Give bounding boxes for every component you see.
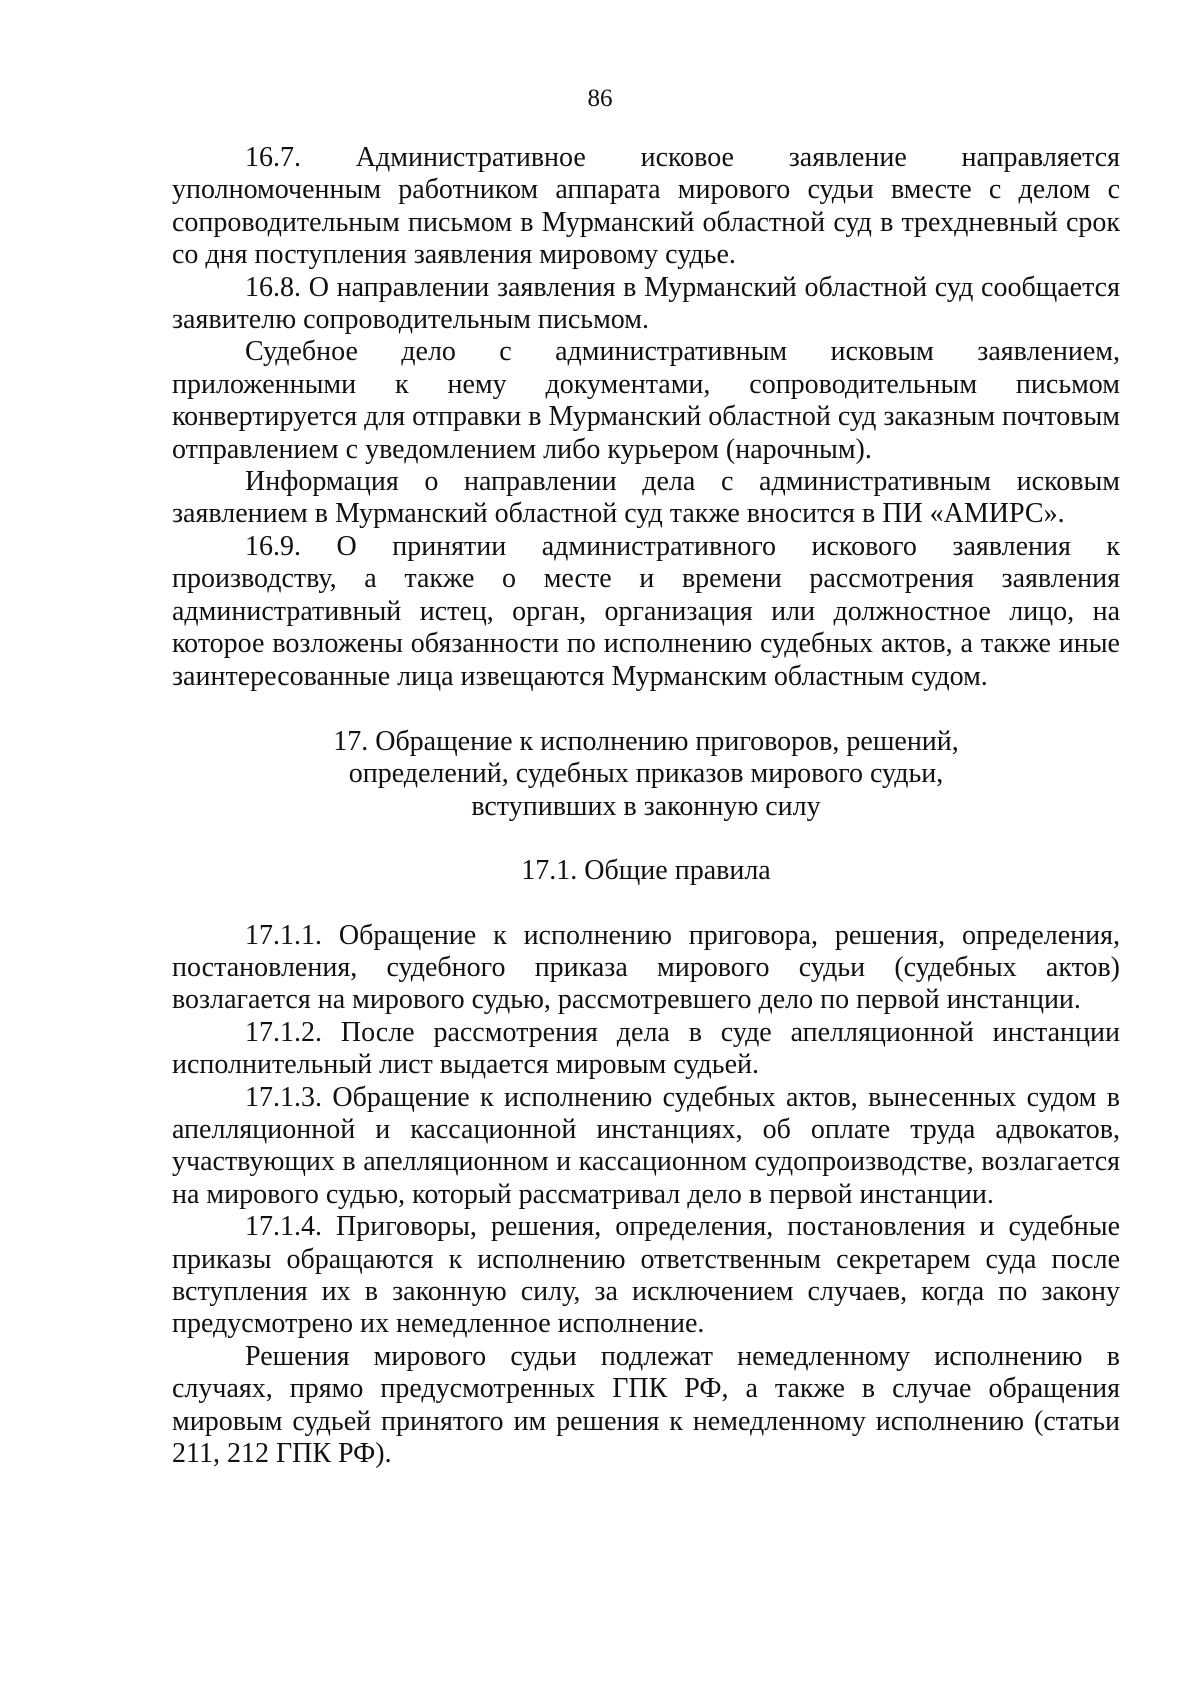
paragraph-17-1-4: 17.1.4. Приговоры, решения, определения, постановления и судебные приказы обращаются к исполнению ответственным секретарем суда после вступления их в законную силу, за исключением случаев, когда по закону предусмотрено их немедленное исполнение. bbox=[172, 1211, 1120, 1340]
section-heading-line: вступивших в законную силу bbox=[471, 790, 821, 822]
section-heading-line: 17. Обращение к исполнению приговоров, решений, bbox=[333, 725, 959, 757]
document-body bbox=[172, 142, 1120, 1470]
paragraph-16-9: 16.9. О принятии административного искового заявления к производству, а также о месте и времени рассмотрения заявления административный истец, орган, организация или должностное лицо, на которое возложены обязанности по исполнению судебных актов, а также иные заинтересованные лица извещаются Мурманским областным судом. bbox=[172, 530, 1120, 692]
paragraph-17-1-1: 17.1.1. Обращение к исполнению приговора, решения, определения, постановления, судебного приказа мирового судьи (судебных актов) возлагается на мирового судью, рассмотревшего дело по первой инстанции. bbox=[172, 919, 1120, 1016]
paragraph-amirs-entry: Информация о направлении дела с административным исковым заявлением в Мурманский областной суд также вносится в ПИ «АМИРС». bbox=[172, 466, 1120, 530]
subsection-heading-17-1: 17.1. Общие правила bbox=[521, 855, 771, 887]
page-number: 86 bbox=[587, 85, 613, 112]
section-heading-line: определений, судебных приказов мирового судьи, bbox=[348, 758, 944, 790]
paragraph-17-1-2: 17.1.2. После рассмотрения дела в суде апелляционной инстанции исполнительный лист выдается мировым судьей. bbox=[172, 1016, 1120, 1081]
paragraph-case-file-dispatch: Судебное дело с административным исковым заявлением, приложенными к нему документами, сопроводительным письмом конвертируется для отправки в Мурманский областной суд заказным почтовым отправлением с уведомлением либо курьером (нарочным). bbox=[172, 336, 1120, 465]
paragraph-17-1-3: 17.1.3. Обращение к исполнению судебных актов, вынесенных судом в апелляционной и кассационной инстанциях, об оплате труда адвокатов, участвующих в апелляционном и кассационном судопроизводстве, возлагается на мирового судью, который рассматривал дело в первой инстанции. bbox=[172, 1081, 1120, 1210]
paragraph-immediate-execution: Решения мирового судьи подлежат немедленному исполнению в случаях, прямо предусмотренных ГПК РФ, а также в случае обращения мировым судьей принятого им решения к немедленному исполнению (статьи 211, 212 ГПК РФ). bbox=[172, 1340, 1120, 1470]
paragraph-16-7: 16.7. Административное исковое заявление направляется уполномоченным работником аппарата мирового судьи вместе с делом с сопроводительным письмом в Мурманский областной суд в трехдневный срок со дня поступления заявления мировому судье. bbox=[172, 142, 1120, 271]
paragraph-16-8: 16.8. О направлении заявления в Мурманский областной суд сообщается заявителю сопроводительным письмом. bbox=[172, 271, 1120, 336]
section-heading-17 bbox=[172, 726, 1120, 823]
